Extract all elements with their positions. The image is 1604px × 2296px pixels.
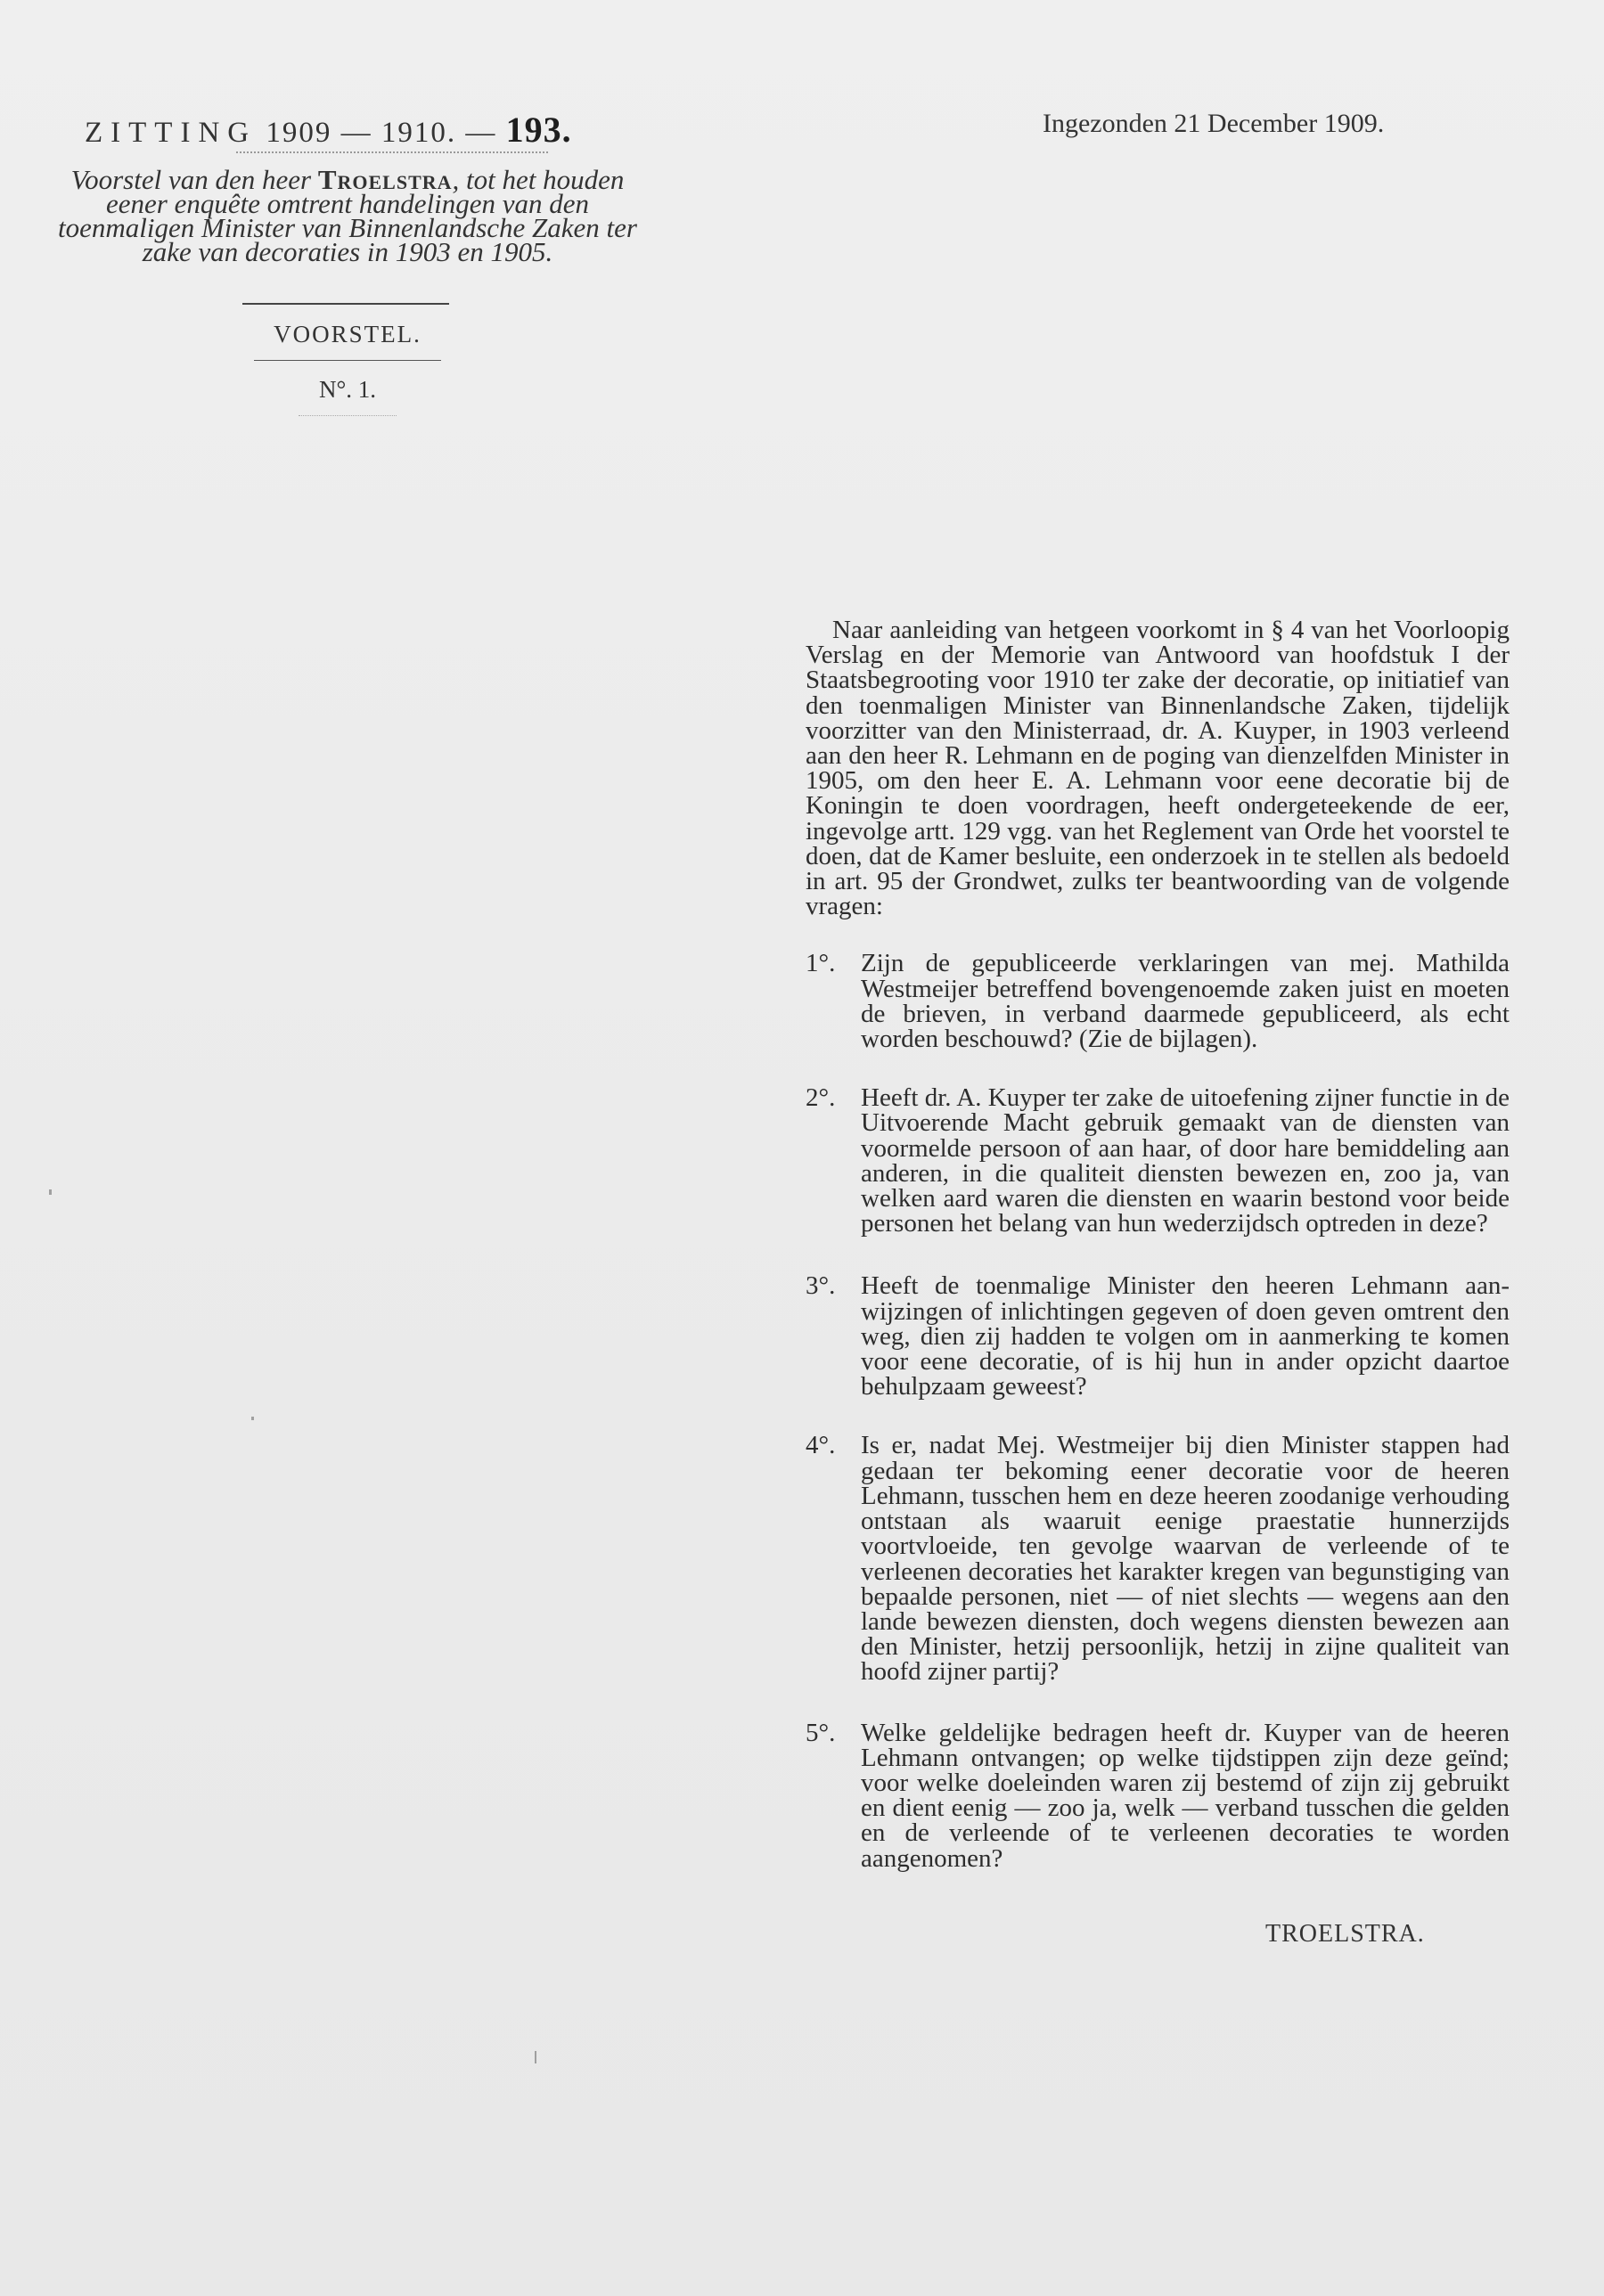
scan-speck: [49, 1189, 52, 1195]
signature: TROELSTRA.: [1265, 1920, 1425, 1948]
scan-speck: [251, 1417, 254, 1420]
session-label: ZITTING: [85, 117, 258, 149]
proposal-number: N°. 1.: [318, 376, 377, 403]
question-text: Is er, nadat Mej. Westmeijer bij dien Minister stappen had gedaan ter bekoming eener decoratie voor de heeren Lehmann, tusschen hem en deze heeren zoodanige verhouding ontstaan als waaruit eenige praestatie hunnerzijds voortvloeide, ten gevolge waarvan de verleende of te verleenen decoraties het karakter kregen van begunstiging van bepaalde personen, niet — of niet slechts — wegens aan den lande bewezen diensten, doch wegens diensten bewezen aan den Minister, hetzij persoonlijk, hetzij in zijne qualiteit van hoofd zijner partij?: [861, 1431, 1510, 1687]
section-label: VOORSTEL.: [274, 321, 421, 347]
session-header: [85, 109, 572, 151]
section-rule: [254, 360, 441, 361]
title-prefix: Voorstel van den heer: [70, 164, 312, 195]
question-number: 1°.: [806, 949, 836, 978]
proposal-title: [49, 164, 646, 267]
question-2: [806, 1085, 1510, 1236]
question-text: Heeft dr. A. Kuyper ter zake de uitoefening zijner functie in de Uitvoerende Macht gebruik gemaakt van de diensten van voormelde persoon of aan haar, of door hare bemiddeling aan anderen, in die qualiteit diensten bewezen en, zoo ja, van welken aard waren die diensten en waarin bestond voor beide personen het belang van hun wederzijdsch optreden in deze?: [861, 1083, 1510, 1238]
question-1: [806, 949, 1510, 1054]
body-column: [806, 617, 1510, 1889]
title-rest: , tot het houden eener enquête omtrent handelingen van den toenmaligen Minister van Binnenlandsche Zaken ter zake van decoraties in 1903 en 1905.: [57, 164, 637, 267]
document-number: 193.: [505, 110, 572, 150]
question-text: Zijn de gepubliceerde verklaringen van mej. Mathilda Westmeijer betreffend bovengenoemde zaken juist en moeten de brieven, in verband daarmede gepubliceerd, als echt worden beschouwd? (Zie de bijlagen).: [861, 949, 1510, 1054]
title-rule: [242, 303, 449, 305]
title-name: Troelstra: [317, 164, 453, 195]
question-number: 5°.: [806, 1718, 836, 1747]
header-dotted-rule: [236, 151, 548, 153]
header-dash: —: [465, 117, 497, 149]
question-4: [806, 1431, 1510, 1687]
question-text: Welke geldelijke bedragen heeft dr. Kuyper van de heeren Lehmann ontvangen; op welke tijdstippen zijn deze geïnd; voor welke doeleinden waren zij bestemd of zijn zij gebruikt en dient eenig — zoo ja, welk — verband tusschen die gelden en de verleende of te verleenen decoraties te worden aangenomen?: [861, 1718, 1510, 1873]
question-number: 4°.: [806, 1431, 836, 1460]
number-dotted-rule: [299, 415, 397, 416]
question-number: 2°.: [806, 1083, 836, 1113]
question-number: 3°.: [806, 1271, 836, 1301]
question-3: [806, 1273, 1510, 1399]
question-text: Heeft de toenmalige Minister den heeren Lehmann aanwijzingen of inlichtingen gegeven of doen geven omtrent den weg, dien zij hadden te volgen om in aanmerking te komen voor eene decoratie, of is hij hun in ander opzicht daartoe behulpzaam geweest?: [861, 1271, 1510, 1401]
question-5: [806, 1720, 1510, 1871]
intro-paragraph: Naar aanleiding van hetgeen voorkomt in § 4 van het Voorloopig Verslag en der Memorie van Antwoord van hoofdstuk I der Staatsbegrooting voor 1910 ter zake der decoratie, op initiatief van den toenmaligen Minister van Binnenlandsche Zaken, tijdelijk voorzitter van den Ministerraad, dr. A. Kuyper, in 1903 verleend aan den heer R. Lehmann en de poging van dienzelfden Minister in 1905, om den heer E. A. Lehmann voor eene decoratie bij de Koningin te doen voordragen, heeft ondergeteekende de eer, ingevolge artt. 129 vgg. van het Reglement van Orde het voorstel te doen, dat de Kamer besluite, een onderzoek in te stellen als bedoeld in art. 95 der Grondwet, zulks ter beantwoording van de volgende vragen:: [806, 616, 1510, 921]
session-years: 1909 — 1910.: [266, 117, 457, 149]
submission-date: Ingezonden 21 December 1909.: [1043, 109, 1385, 138]
scan-speck: [535, 2051, 536, 2063]
